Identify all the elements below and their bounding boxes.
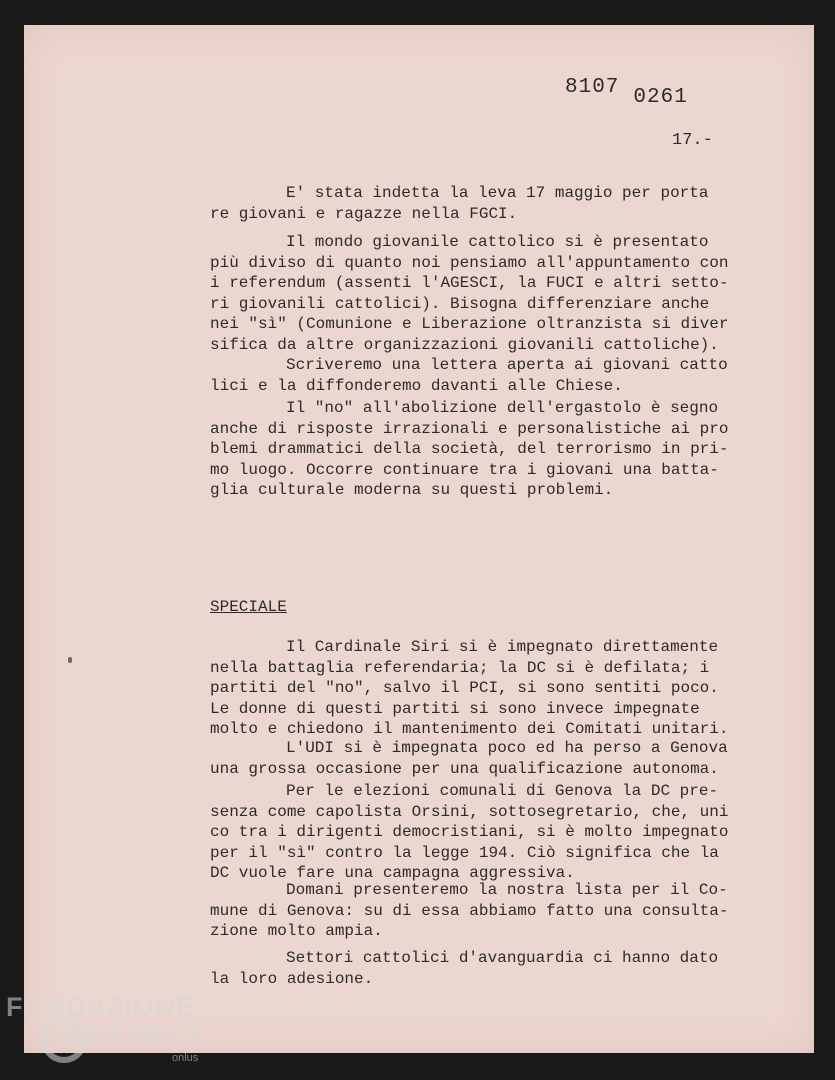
text-line: zione molto ampia. (210, 922, 383, 940)
text-line: mo luogo. Occorre continuare tra i giovani una batta- (210, 460, 719, 479)
text-line: DC vuole fare una campagna aggressiva. (210, 864, 575, 882)
staple-mark (68, 657, 72, 663)
text-line: i referendum (assenti l'AGESCI, la FUCI e altri setto- (210, 274, 729, 292)
text-line: L'UDI si è impegnata poco ed ha perso a Genova (286, 739, 728, 757)
text-line: per il "sì" contro la legge 194. Ciò significa che la (210, 843, 719, 862)
text-line: co tra i dirigenti democristiani, si è molto impegnato (210, 823, 729, 841)
text-line: E' stata indetta la leva 17 maggio per porta (286, 184, 709, 202)
text-line: mune di Genova: su di essa abbiamo fatto una consulta- (210, 901, 729, 920)
text-line: Il Cardinale Siri si è impegnato direttamente (286, 638, 719, 656)
text-line: Per le elezioni comunali di Genova la DC pre- (286, 782, 719, 800)
text-line: senza come capolista Orsini, sottosegretario, che, uni (210, 802, 729, 821)
section-heading: SPECIALE (210, 598, 287, 616)
text-line: più diviso di quanto noi pensiamo all'appuntamento con (210, 253, 729, 272)
document-number (565, 76, 688, 109)
document-number-b: 0261 (633, 86, 688, 109)
text-line: Il mondo giovanile cattolico si è presentato (286, 233, 709, 251)
text-line: sifica da altre organizzazioni giovanili cattoliche). (210, 335, 719, 354)
text-line: anche di risposte irrazionali e personalistiche ai pro (210, 419, 729, 438)
text-line: Scriveremo una lettera aperta ai giovani catto (286, 356, 728, 374)
fondazione-gramsci-watermark (4, 986, 264, 1080)
text-line: nei "sì" (Comunione e Liberazione oltranzista si diver (210, 315, 729, 333)
text-line: re giovani e ragazze nella FGCI. (210, 204, 518, 223)
text-line: partiti del "no", salvo il PCI, si sono sentiti poco. (210, 679, 719, 697)
text-line: Domani presenteremo la nostra lista per il Co- (286, 881, 728, 899)
document-number-a: 8107 (565, 76, 620, 99)
text-line: la loro adesione. (210, 969, 374, 988)
text-line: una grossa occasione per una qualificazione autonoma. (210, 759, 719, 778)
text-line: Le donne di questi partiti si sono invece impegnate (210, 699, 700, 718)
text-line: lici e la diffonderemo davanti alle Chiese. (210, 376, 623, 395)
watermark-line-1: FONDAZIONE (6, 992, 195, 1022)
text-line: blemi drammatici della società, del terrorismo in pri- (210, 440, 729, 458)
text-line: Settori cattolici d'avanguardia ci hanno dato (286, 949, 719, 967)
text-line: nella battaglia referendaria; la DC si è defilata; i (210, 658, 710, 677)
watermark-line-2: GRAMSCI (64, 1020, 199, 1050)
text-line: ri giovanili cattolici). Bisogna differenziare anche (210, 294, 710, 313)
watermark-line-3: onlus (172, 1052, 199, 1064)
text-line: glia culturale moderna su questi problemi. (210, 481, 614, 499)
text-line: Il "no" all'abolizione dell'ergastolo è segno (286, 399, 719, 417)
text-line: molto e chiedono il mantenimento dei Comitati unitari. (210, 720, 729, 738)
page-marker: 17.- (672, 131, 713, 150)
